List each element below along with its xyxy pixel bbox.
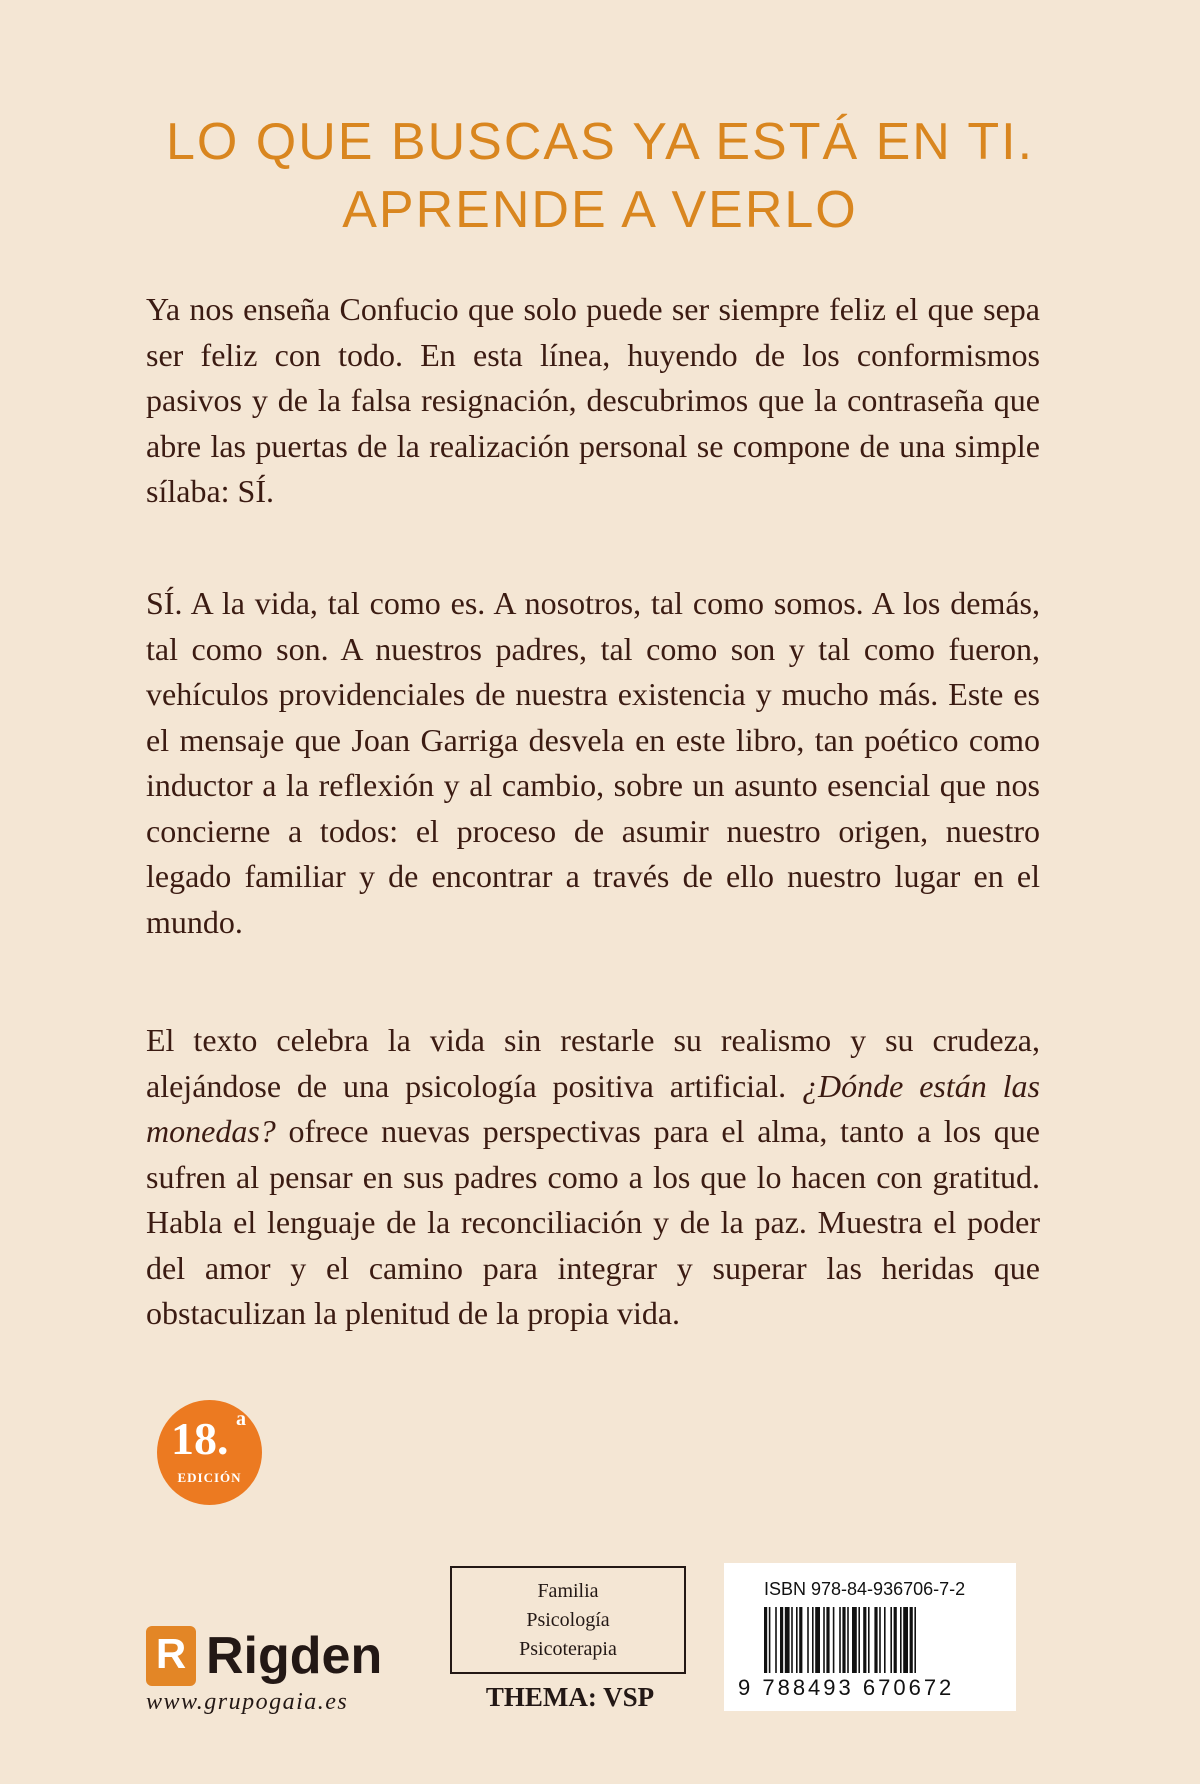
paragraph-3 (146, 1018, 1040, 1337)
rigden-logo-icon (146, 1626, 196, 1686)
publisher-name: Rigden (206, 1627, 383, 1685)
subject-item: Psicología (526, 1609, 610, 1631)
barcode-icon (764, 1607, 980, 1673)
subject-box (450, 1566, 686, 1674)
paragraph-3-end: ofrece nuevas perspectivas para el alma, tanto a los que sufren al pensar en sus padres como a los que lo hacen con gratitud. Habla el lenguaje de la reconciliación y de la paz. Muestra el poder del amor y el camino para integrar y superar las heridas que obstaculizan la plenitud de la propia vida. (146, 1113, 1041, 1331)
isbn-digits: 9 788493 670672 (738, 1675, 955, 1700)
book-title-italic: ¿Dónde están las monedas? (146, 1067, 1041, 1149)
paragraph-1: Ya nos enseña Confucio que solo puede ser siempre feliz el que sepa ser feliz con todo. En esta línea, huyendo de los conformismos pasivos y de la falsa resignación, descubrimos que la contraseña que abre las puertas de la realización personal se compone de una simple sílaba: SÍ. (146, 291, 1040, 509)
edition-number: 18. (171, 1413, 229, 1464)
logo-letter: R (155, 1630, 187, 1677)
edition-badge (157, 1400, 262, 1505)
subject-item: Familia (537, 1580, 599, 1602)
headline (0, 108, 1200, 244)
headline-line-2: APRENDE A VERLO (342, 181, 858, 239)
paragraph-3-start: El texto celebra la vida sin restarle su realismo y su crudeza, alejándose de una psicología positiva artificial. (146, 1022, 1040, 1104)
thema-code: THEMA: VSP (485, 1682, 655, 1712)
publisher-url: www.grupogaia.es (146, 1689, 349, 1715)
isbn-barcode-box (724, 1563, 1016, 1711)
paragraph-2: SÍ. A la vida, tal como es. A nosotros, tal como somos. A los demás, tal como son. A nuestros padres, tal como son y tal como fueron, vehículos providenciales de nuestra existencia y mucho más. Este es el mensaje que Joan Garriga desvela en este libro, tan poético como inductor a la reflexión y al cambio, sobre un asunto esencial que nos concierne a todos: el proceso de asumir nuestro origen, nuestro legado familiar y de encontrar a través de ello nuestro lugar en el mundo. (146, 585, 1040, 940)
edition-superscript: a (236, 1408, 246, 1430)
subject-item: Psicoterapia (519, 1638, 617, 1660)
headline-line-1: LO QUE BUSCAS YA ESTÁ EN TI. (165, 113, 1035, 171)
edition-label: EDICIÓN (177, 1470, 242, 1485)
isbn-label: ISBN 978-84-936706-7-2 (764, 1579, 966, 1599)
